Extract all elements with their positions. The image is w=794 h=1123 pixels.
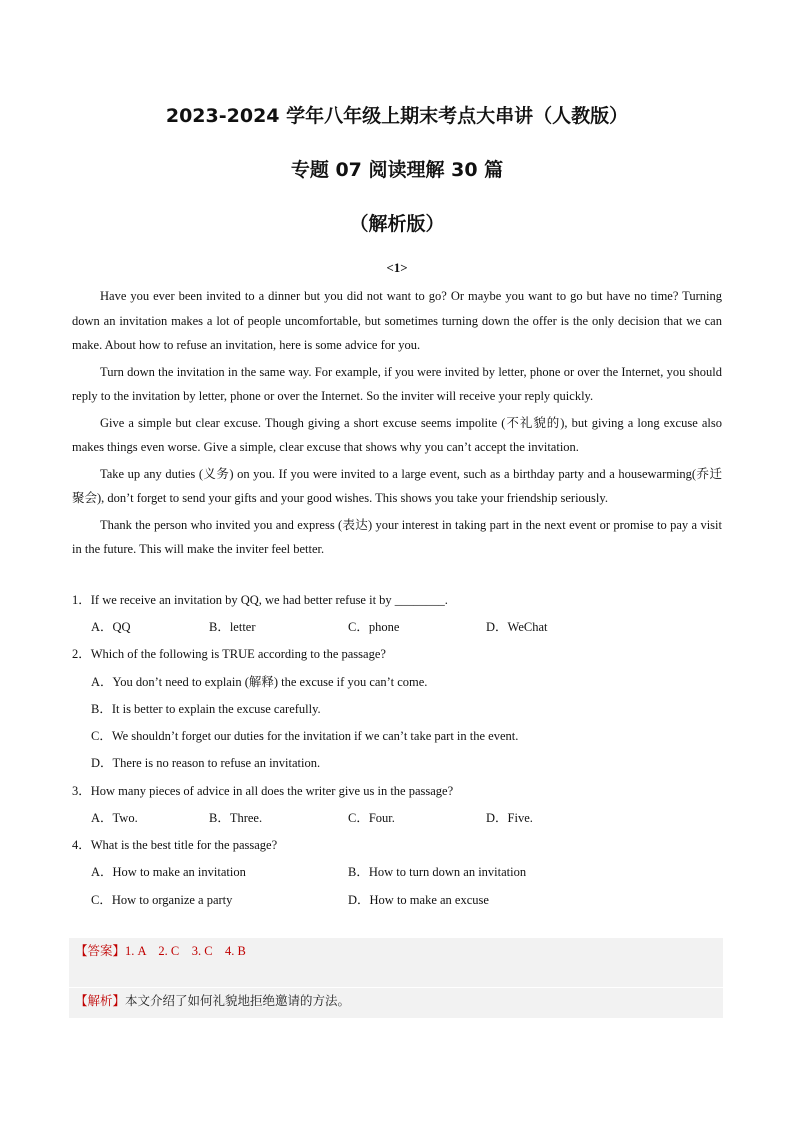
question-option[interactable]: A．Two. xyxy=(91,811,138,825)
passage-paragraph: Take up any duties (义务) on you. If you were invited to a large event, such as a birthday party and a housewarming(乔迁聚会), don’t forget to send your gifts and your good wishes. This shows you take your friendship seriously. xyxy=(72,466,722,505)
question-option[interactable]: A．You don’t need to explain (解释) the excuse if you can’t come. xyxy=(91,675,428,689)
question-option[interactable]: D．WeChat xyxy=(486,620,548,634)
question-option[interactable]: B．letter xyxy=(209,620,256,634)
question-option[interactable]: D．How to make an excuse xyxy=(348,893,489,907)
question-option[interactable]: B．How to turn down an invitation xyxy=(348,865,527,879)
question-option[interactable]: C．phone xyxy=(348,620,400,634)
analysis-line xyxy=(75,991,350,1009)
answer-value: 1. A 2. C 3. C 4. B xyxy=(125,944,246,958)
document-title: 2023-2024 学年八年级上期末考点大串讲（人教版） xyxy=(165,105,629,127)
answer-divider xyxy=(69,987,723,988)
passage-paragraph: Turn down the invitation in the same way. For example, if you were invited by letter, phone or over the Internet, you should reply to the invitation by letter, phone or over the Internet. So the inviter will receive your reply quickly. xyxy=(72,364,722,403)
question-option[interactable]: B．It is better to explain the excuse carefully. xyxy=(91,702,321,716)
passage-number: <1> xyxy=(386,260,408,275)
question-option[interactable]: B．Three. xyxy=(209,811,263,825)
passage-body xyxy=(72,284,722,564)
question-option[interactable]: A．QQ xyxy=(91,620,131,634)
topic-title: 专题 07 阅读理解 30 篇 xyxy=(290,159,504,181)
question-option[interactable]: A．How to make an invitation xyxy=(91,865,246,879)
question-option[interactable]: C．We shouldn’t forget our duties for the invitation if we can’t take part in the event. xyxy=(91,729,519,743)
passage-paragraph: Give a simple but clear excuse. Though giving a short excuse seems impolite (不礼貌的), but giving a long excuse also makes things even worse. Give a simple, clear excuse that shows why you can’t accept the invitation. xyxy=(72,415,722,454)
answer-tag: 【答案】 xyxy=(75,943,126,958)
question-option[interactable]: D．Five. xyxy=(486,811,533,825)
passage-paragraph: Have you ever been invited to a dinner but you did not want to go? Or maybe you want to go but have no time? Turning down an invitation makes a lot of people uncomfortable, but sometimes turning down the offer is the only decision that we can make. About how to refuse an invitation, here is some advice for you. xyxy=(72,289,722,352)
question-option[interactable]: C．How to organize a party xyxy=(91,893,233,907)
edition-subtitle: （解析版） xyxy=(349,213,445,235)
analysis-value: 本文介绍了如何礼貌地拒绝邀请的方法。 xyxy=(125,993,351,1008)
analysis-tag: 【解析】 xyxy=(75,993,126,1008)
question-stem: 4．What is the best title for the passage? xyxy=(72,838,278,852)
question-stem: 2．Which of the following is TRUE according to the passage? xyxy=(72,647,386,661)
answer-section xyxy=(69,938,723,1018)
passage-paragraph: Thank the person who invited you and express (表达) your interest in taking part in the next event or promise to pay a visit in the future. This will make the inviter feel better. xyxy=(72,517,722,556)
question-option[interactable]: D．There is no reason to refuse an invitation. xyxy=(91,756,321,770)
answer-line xyxy=(75,941,246,959)
question-stem: 1．If we receive an invitation by QQ, we had better refuse it by ________. xyxy=(72,593,448,607)
question-stem: 3．How many pieces of advice in all does the writer give us in the passage? xyxy=(72,784,454,798)
question-option[interactable]: C．Four. xyxy=(348,811,395,825)
